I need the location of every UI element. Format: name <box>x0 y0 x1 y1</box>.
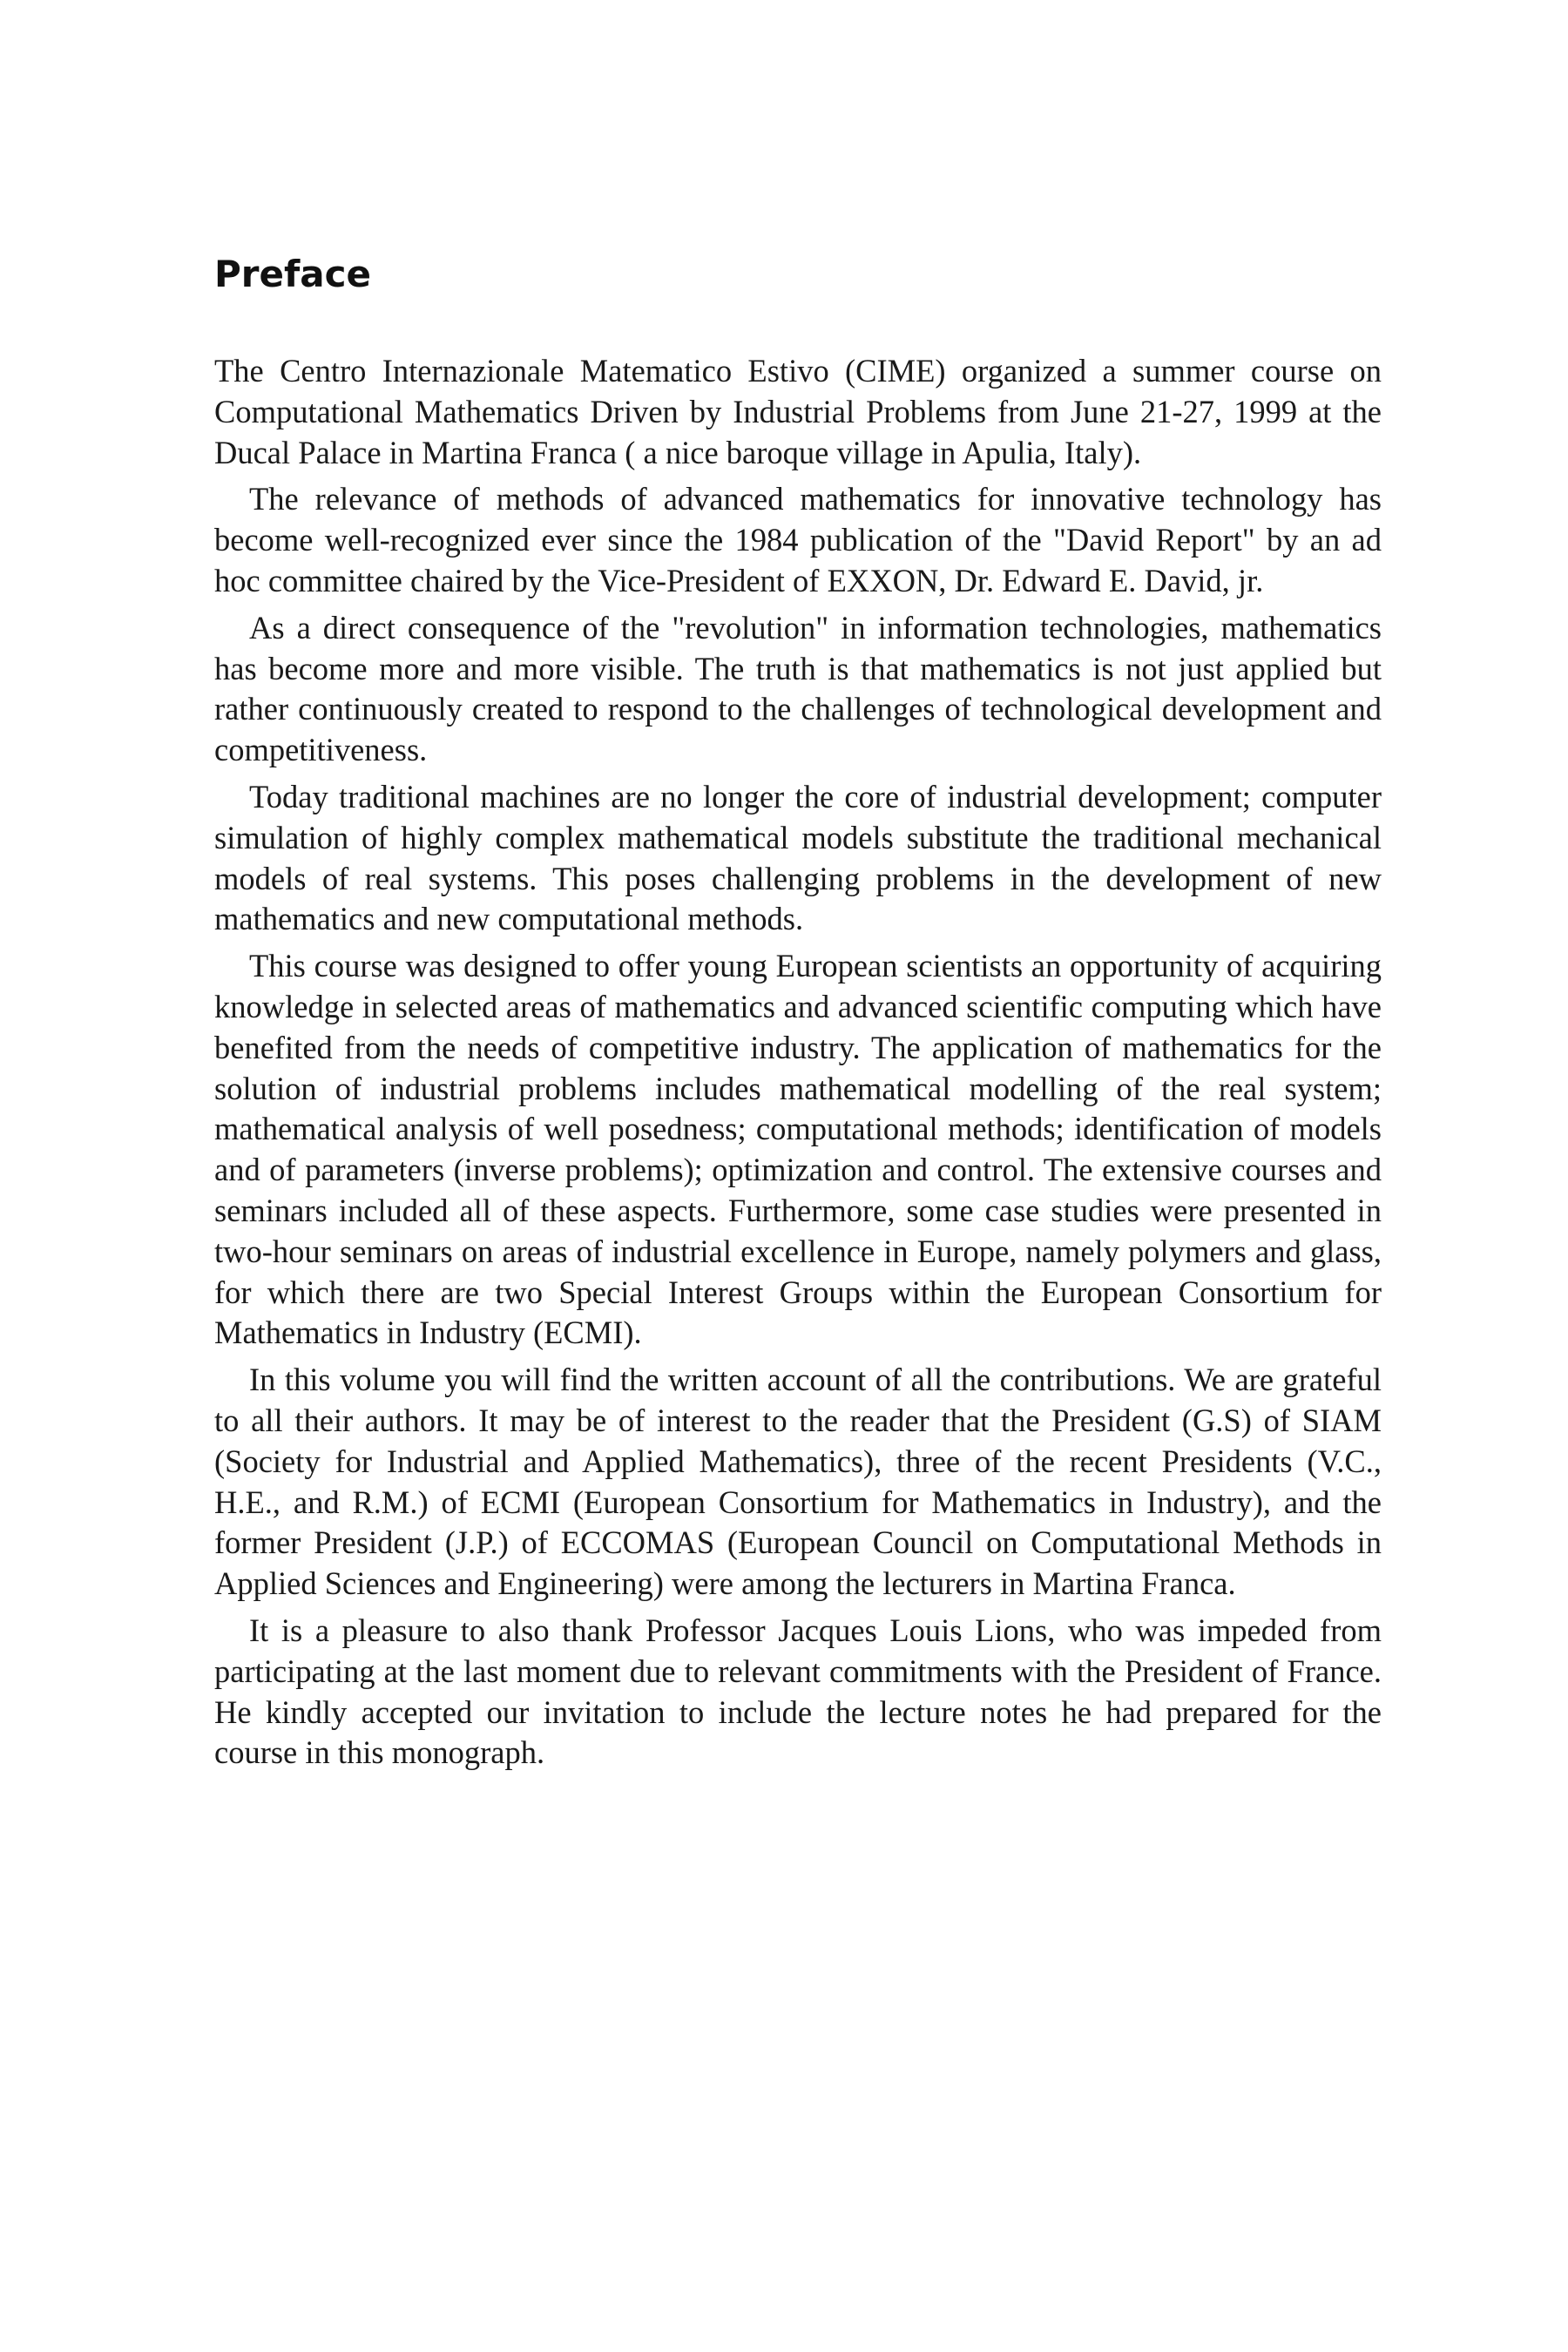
preface-body <box>214 351 1382 1774</box>
paragraph-7: It is a pleasure to also thank Professor Jacques Louis Lions, who was impeded from participating at the last moment due to relevant commitments with the President of France. He kindly accepted our invitation to include the lecture notes he had prepared for the course in this monograph. <box>214 1612 1382 1771</box>
page-title: Preface <box>214 253 371 295</box>
page-content <box>214 248 1382 1780</box>
paragraph-2: The relevance of methods of advanced mathematics for innovative technology has become well-recognized ever since the 1984 publication of the "David Report" by an ad hoc committee chaired by the Vice-President of EXXON, Dr. Edward E. David, jr. <box>214 481 1382 598</box>
paragraph-3: As a direct consequence of the "revolution" in information technologies, mathematics has become more and more visible. The truth is that mathematics is not just applied but rather continuously created to respond to the challenges of technological development and competitiveness. <box>214 609 1382 768</box>
paragraph-5: This course was designed to offer young European scientists an opportunity of acquiring knowledge in selected areas of mathematics and advanced scientific computing which have benefited from the needs of competitive industry. The application of mathematics for the solution of industrial problems includes mathematical modelling of the real system; mathematical analysis of well posedness; computational methods; identification of models and of parameters (inverse problems); optimization and control. The extensive courses and seminars included all of these aspects. Furthermore, some case studies were presented in two-hour seminars on areas of industrial excellence in Europe, namely polymers and glass, for which there are two Special Interest Groups within the European Consortium for Mathematics in Industry (ECMI). <box>214 948 1382 1351</box>
paragraph-4: Today traditional machines are no longer the core of industrial development; computer simulation of highly complex mathematical models substitute the traditional mechanical models of real systems. This poses challenging problems in the development of new mathematics and new computational methods. <box>214 778 1382 937</box>
paragraph-6: In this volume you will find the written account of all the contributions. We are grateful to all their authors. It may be of interest to the reader that the President (G.S) of SIAM (Society for Industrial and Applied Mathematics), three of the recent Presidents (V.C., H.E., and R.M.) of ECMI (European Consortium for Mathematics in Industry), and the former President (J.P.) of ECCOMAS (European Council on Computational Methods in Applied Sciences and Engineering) were among the lecturers in Martina Franca. <box>214 1362 1382 1602</box>
paragraph-1: The Centro Internazionale Matematico Estivo (CIME) organized a summer course on Computational Mathematics Driven by Industrial Problems from June 21-27, 1999 at the Ducal Palace in Martina Franca ( a nice baroque village in Apulia, Italy). <box>214 353 1382 470</box>
